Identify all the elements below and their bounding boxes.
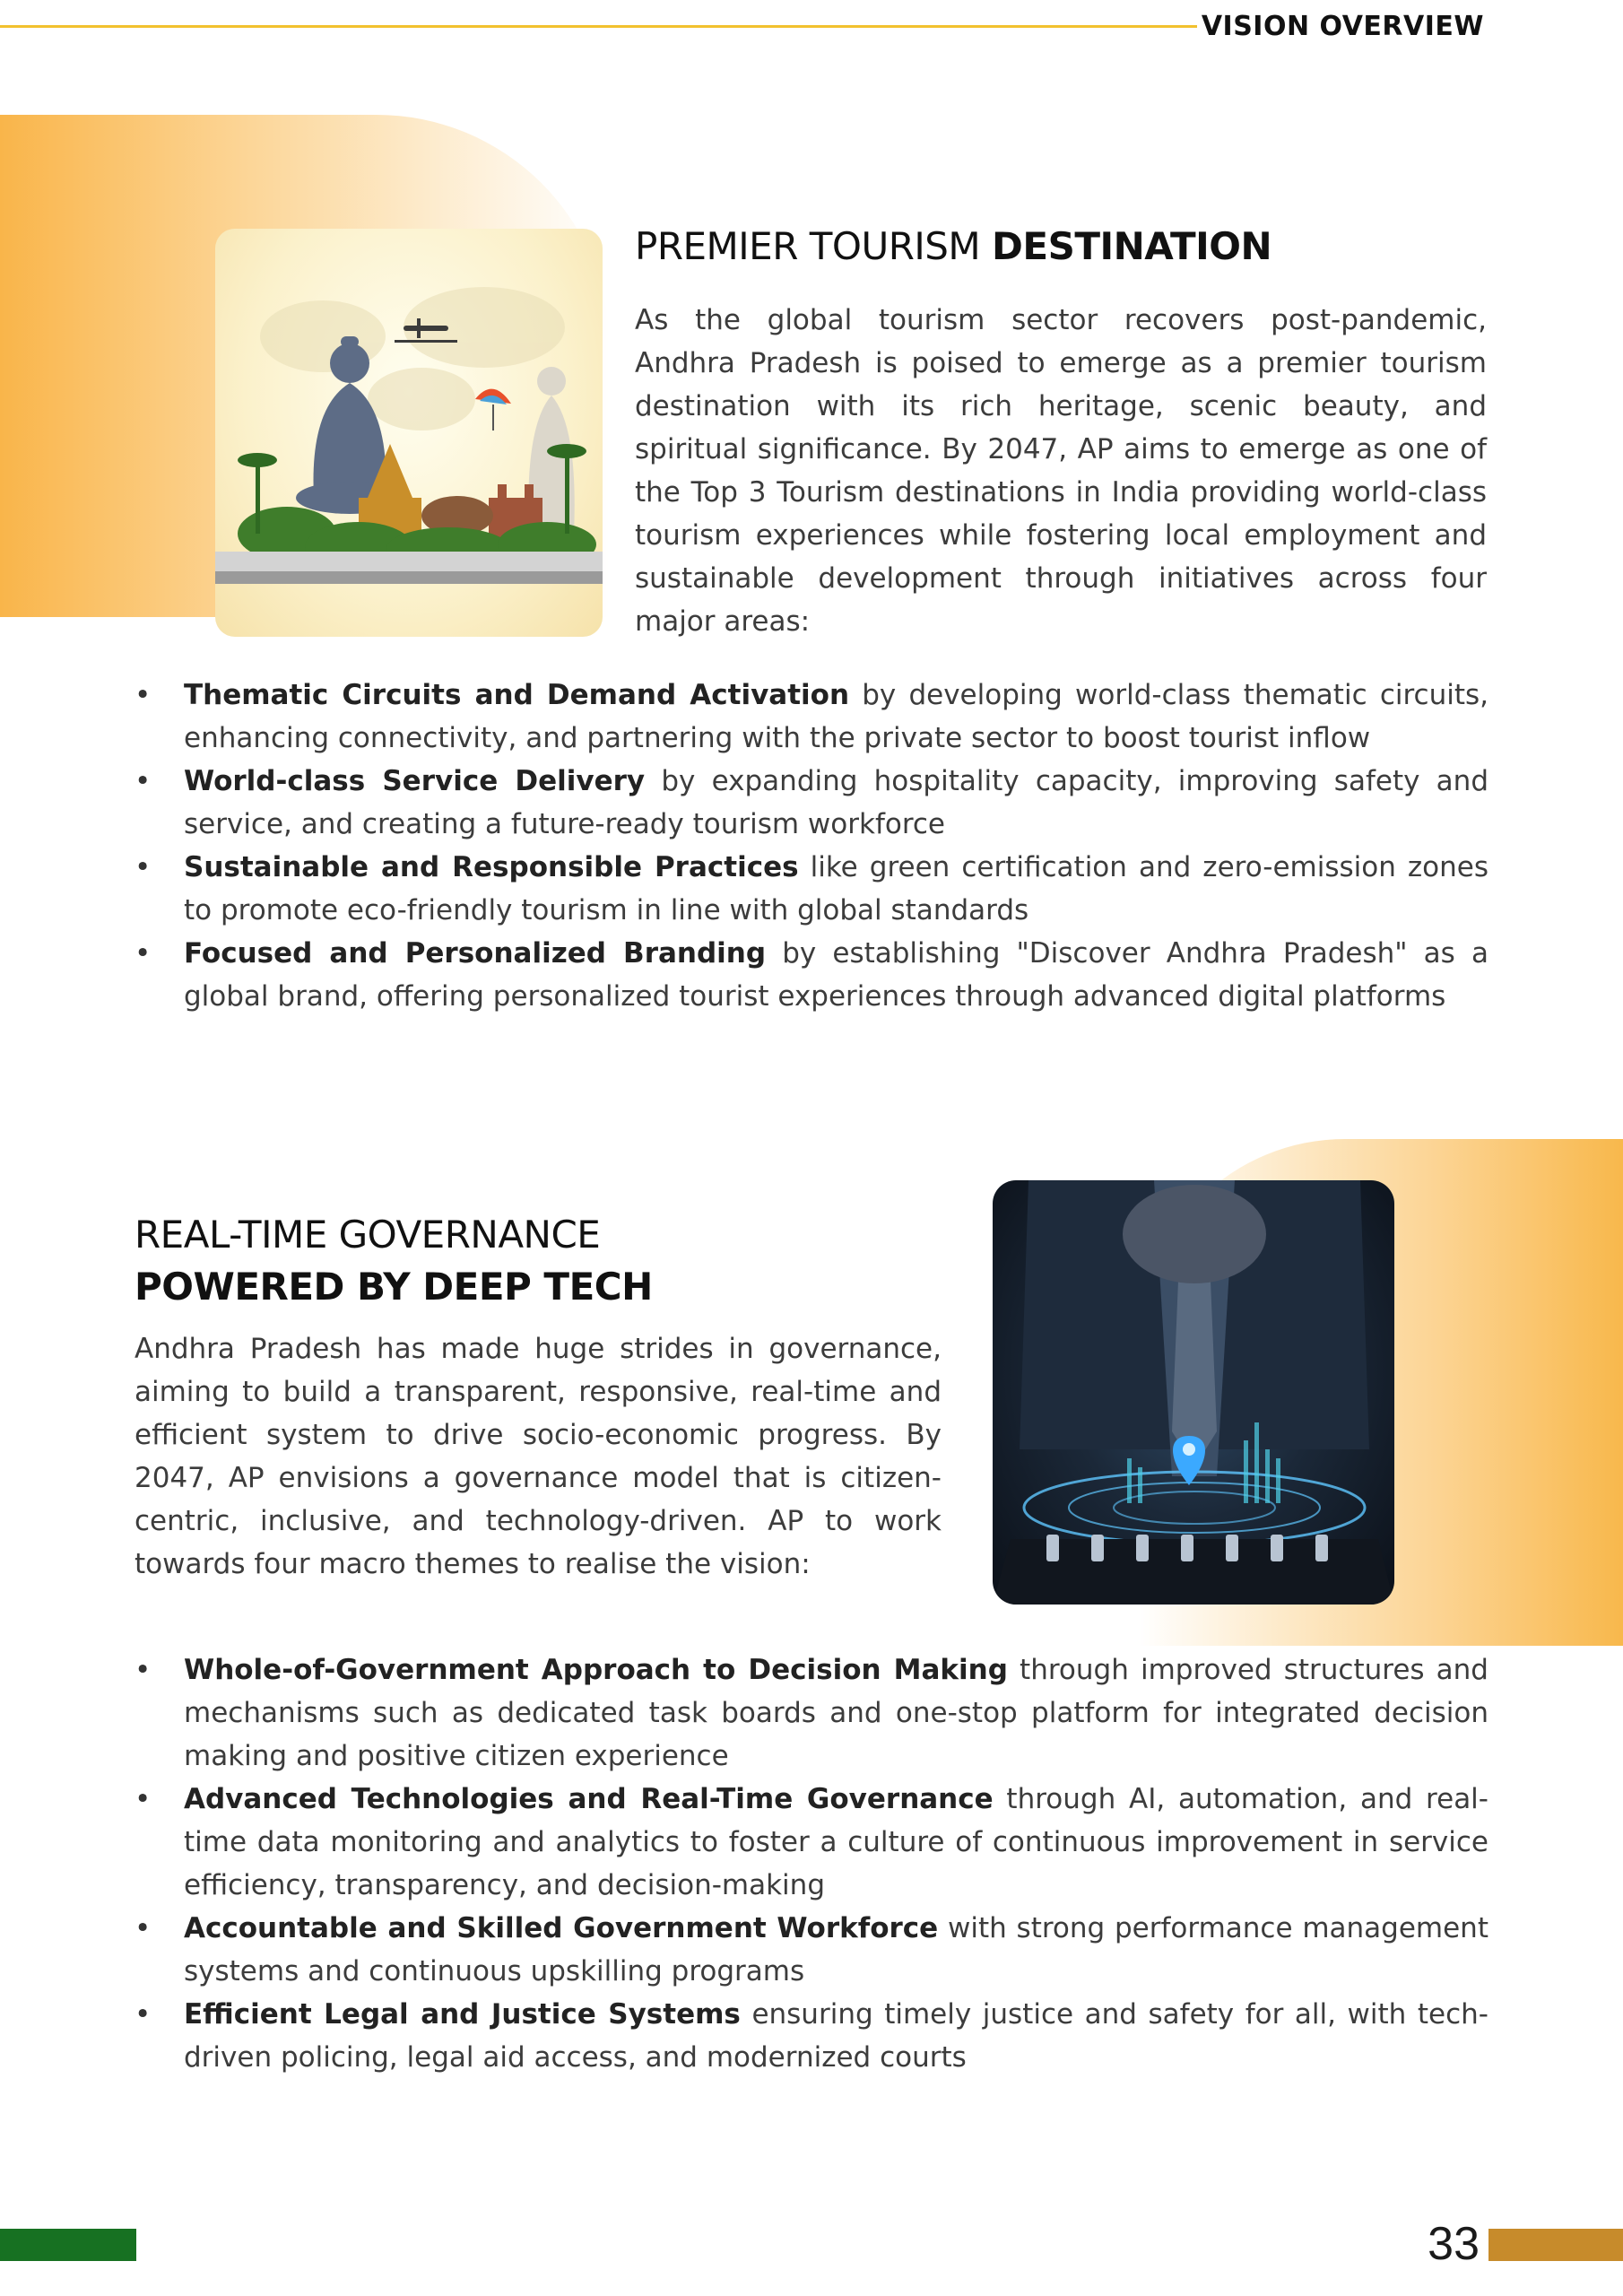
bullet-title: Thematic Circuits and Demand Activation	[184, 679, 850, 711]
header-rule	[0, 25, 1197, 28]
list-item	[135, 1907, 1488, 1993]
list-item	[135, 932, 1488, 1018]
list-item	[135, 1993, 1488, 2079]
bullet-title: Focused and Personalized Branding	[184, 937, 767, 970]
section2-title	[135, 1209, 653, 1313]
tourism-collage-icon	[215, 229, 603, 637]
list-item	[135, 674, 1488, 760]
bullet-text: by establishing "Discover Andhra Pradesh" as a global brand, offering personalized tourist experiences through advanced digital platforms	[184, 937, 1488, 1013]
bullet-title: Efficient Legal and Justice Systems	[184, 1998, 741, 2031]
list-item	[135, 760, 1488, 846]
list-item	[135, 1778, 1488, 1907]
section1-paragraph: As the global tourism sector recovers post-pandemic, Andhra Pradesh is poised to emerge as a premier tourism destination with its rich heritage, scenic beauty, and spiritual significance. By 2047, AP aims to emerge as one of the Top 3 Tourism destinations in India providing world-class tourism experiences while fostering local employment and sustainable development through initiatives across four major areas:	[635, 304, 1487, 638]
bullet-text: by developing world-class thematic circuits, enhancing connectivity, and partnering with the private sector to boost tourist inflow	[184, 679, 1489, 754]
bullet-title: Whole-of-Government Approach to Decision Making	[184, 1654, 1008, 1686]
section1-title-bold: DESTINATION	[992, 224, 1272, 268]
bullet-text: through improved structures and mechanisms such as dedicated task boards and one-stop platform for integrated decision making and positive citizen experience	[184, 1654, 1488, 1772]
bullet-text: ensuring timely justice and safety for all, with tech-driven policing, legal aid access, and modernized courts	[184, 1998, 1488, 2074]
footer-green-bar	[0, 2229, 136, 2261]
bullet-text: by expanding hospitality capacity, improving safety and service, and creating a future-ready tourism workforce	[184, 765, 1488, 840]
governance-photo	[993, 1180, 1394, 1605]
page-number: 33	[1428, 2218, 1480, 2270]
section1-title	[635, 224, 1271, 268]
section2-title-light: REAL-TIME GOVERNANCE	[135, 1213, 601, 1257]
bullet-title: Sustainable and Responsible Practices	[184, 851, 799, 883]
governance-tech-icon	[993, 1180, 1394, 1605]
bullet-title: World-class Service Delivery	[184, 765, 646, 797]
bullet-title: Advanced Technologies and Real-Time Governance	[184, 1783, 994, 1815]
bullet-text: through AI, automation, and real-time data monitoring and analytics to foster a culture of continuous improvement in service efficiency, transparency, and decision-making	[184, 1783, 1488, 1901]
list-item	[135, 1648, 1488, 1778]
bullet-title: Accountable and Skilled Government Workforce	[184, 1912, 939, 1944]
list-item	[135, 846, 1488, 932]
footer-gold-bar	[1488, 2229, 1623, 2261]
section1-title-light: PREMIER TOURISM	[635, 224, 993, 268]
section-header: VISION OVERVIEW	[1201, 11, 1484, 42]
bullet-text: like green certification and zero-emission zones to promote eco-friendly tourism in line with global standards	[184, 851, 1488, 926]
section2-bullet-list	[135, 1648, 1488, 2079]
bullet-text: with strong performance management systems and continuous upskilling programs	[184, 1912, 1488, 1987]
section2-paragraph: Andhra Pradesh has made huge strides in governance, aiming to build a transparent, responsive, real-time and efficient system to drive socio-economic progress. By 2047, AP envisions a governance model that is citizen-centric, inclusive, and technology-driven. AP to work towards four macro themes to realise the vision:	[135, 1333, 942, 1580]
section1-bullet-list	[135, 674, 1488, 1018]
tourism-illustration	[215, 229, 603, 637]
section2-title-bold: POWERED BY DEEP TECH	[135, 1265, 653, 1309]
